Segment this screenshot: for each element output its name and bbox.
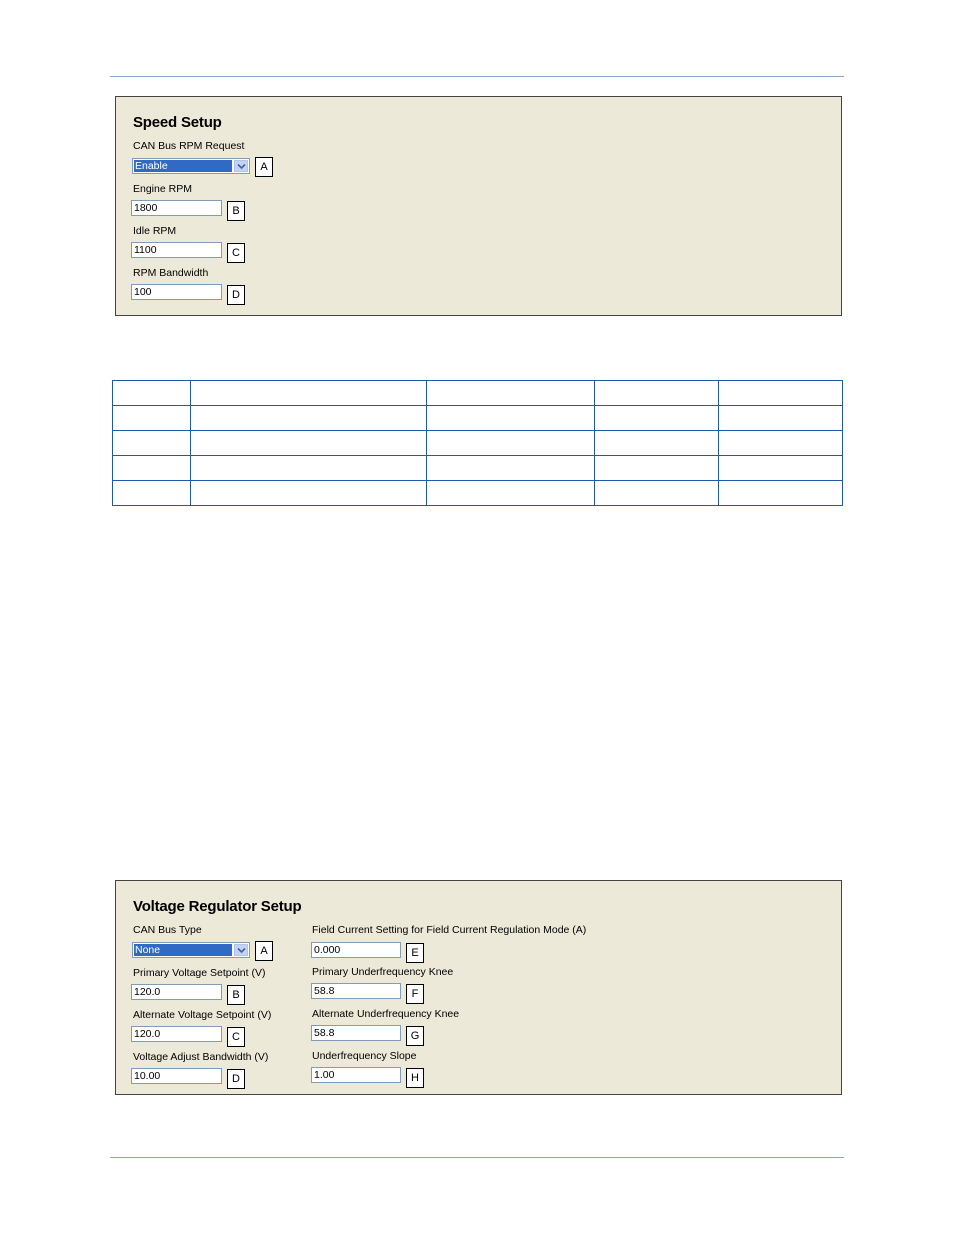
alternate-underfrequency-knee-input[interactable]: 58.8 (311, 1025, 401, 1041)
callout-d: D (227, 285, 245, 305)
callout-f: F (406, 984, 424, 1004)
header-rule (110, 76, 844, 77)
table-row (113, 456, 843, 481)
voltage-regulator-setup-panel (115, 880, 842, 1095)
can-bus-type-value: None (134, 944, 232, 956)
rpm-bandwidth-input[interactable]: 100 (131, 284, 222, 300)
callout-b: B (227, 201, 245, 221)
can-bus-type-select[interactable] (132, 942, 250, 958)
table-row (113, 431, 843, 456)
callout-a: A (255, 157, 273, 177)
can-bus-rpm-request-select[interactable] (132, 158, 250, 174)
can-bus-type-label: CAN Bus Type (133, 924, 202, 936)
table-row (113, 381, 843, 406)
settings-table (112, 380, 843, 506)
voltage-regulator-setup-title: Voltage Regulator Setup (133, 898, 302, 915)
table-row (113, 481, 843, 506)
underfrequency-slope-label: Underfrequency Slope (312, 1050, 417, 1062)
primary-underfrequency-knee-label: Primary Underfrequency Knee (312, 966, 454, 978)
idle-rpm-input[interactable]: 1100 (131, 242, 222, 258)
chevron-down-icon[interactable] (234, 160, 248, 172)
alternate-underfrequency-knee-label: Alternate Underfrequency Knee (312, 1008, 460, 1020)
alternate-voltage-setpoint-input[interactable]: 120.0 (131, 1026, 222, 1042)
idle-rpm-label: Idle RPM (133, 225, 177, 237)
voltage-adjust-bandwidth-input[interactable]: 10.00 (131, 1068, 222, 1084)
speed-setup-panel (115, 96, 842, 316)
callout-e: E (406, 943, 424, 963)
callout-h: H (406, 1068, 424, 1088)
field-current-setting-input[interactable]: 0.000 (311, 942, 401, 958)
primary-underfrequency-knee-input[interactable]: 58.8 (311, 983, 401, 999)
alternate-voltage-setpoint-label: Alternate Voltage Setpoint (V) (133, 1009, 272, 1021)
callout-d: D (227, 1069, 245, 1089)
rpm-bandwidth-label: RPM Bandwidth (133, 267, 209, 279)
speed-setup-title: Speed Setup (133, 114, 222, 131)
callout-b: B (227, 985, 245, 1005)
table-row (113, 406, 843, 431)
engine-rpm-input[interactable]: 1800 (131, 200, 222, 216)
primary-voltage-setpoint-label: Primary Voltage Setpoint (V) (133, 967, 266, 979)
can-bus-rpm-request-value: Enable (134, 160, 232, 172)
callout-c: C (227, 243, 245, 263)
underfrequency-slope-input[interactable]: 1.00 (311, 1067, 401, 1083)
callout-g: G (406, 1026, 424, 1046)
field-current-setting-label: Field Current Setting for Field Current Regulation Mode (A) (312, 924, 587, 936)
footer-rule (110, 1157, 844, 1158)
engine-rpm-label: Engine RPM (133, 183, 192, 195)
callout-a: A (255, 941, 273, 961)
callout-c: C (227, 1027, 245, 1047)
chevron-down-icon[interactable] (234, 944, 248, 956)
can-bus-rpm-request-label: CAN Bus RPM Request (133, 140, 245, 152)
voltage-adjust-bandwidth-label: Voltage Adjust Bandwidth (V) (133, 1051, 269, 1063)
primary-voltage-setpoint-input[interactable]: 120.0 (131, 984, 222, 1000)
